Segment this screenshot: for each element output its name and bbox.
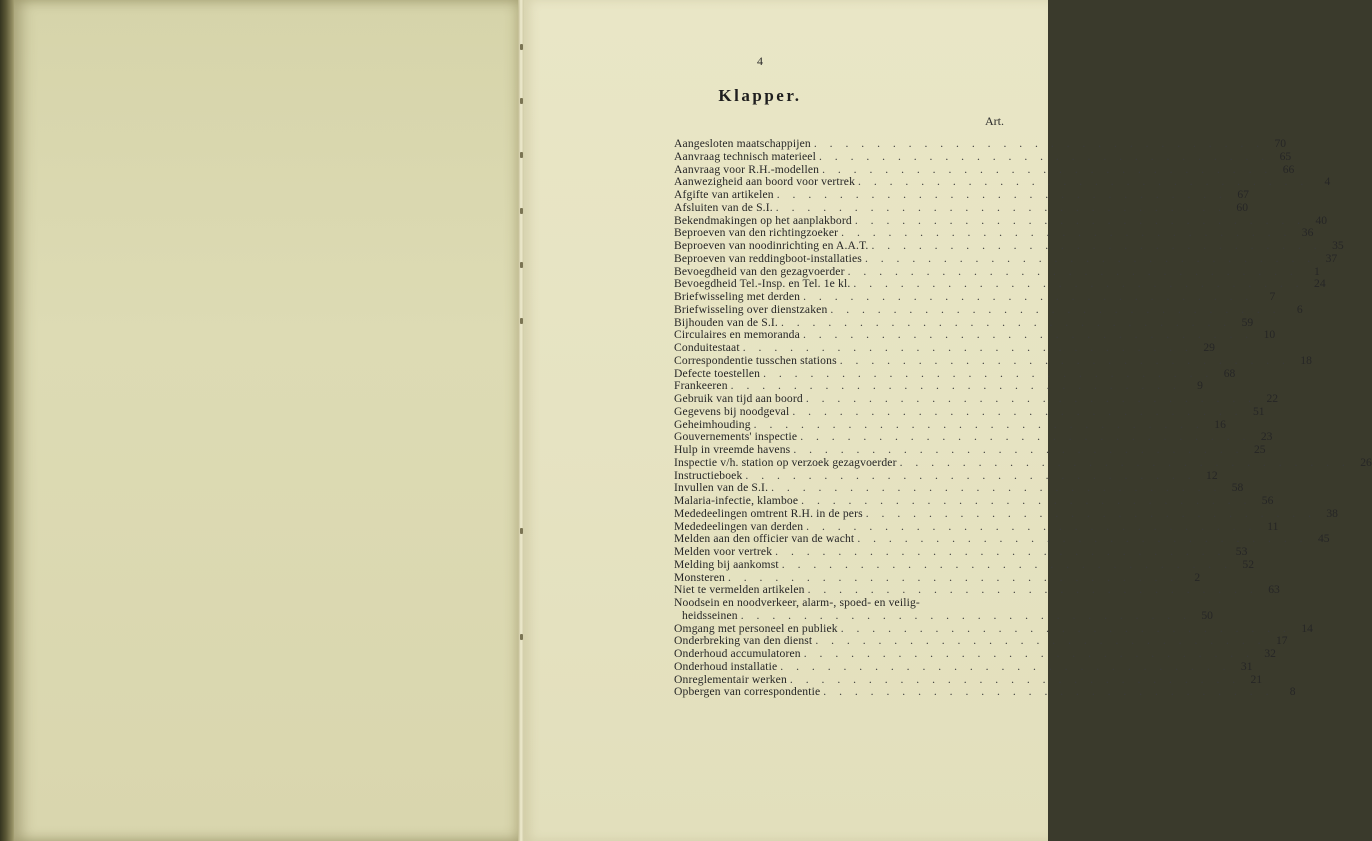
entry-article: 32	[1264, 647, 1276, 660]
dot-leader: . . . . . . . . . . . . . . . . . . . . . . . . . . . . .	[871, 239, 1322, 252]
index-list	[674, 137, 1372, 699]
entry-term: Beproeven van den richtingzoeker	[674, 226, 839, 240]
index-entry	[674, 557, 1254, 572]
index-entry	[674, 239, 1344, 253]
entry-term: Hulp in vreemde havens	[674, 443, 791, 456]
index-entry	[674, 443, 1266, 457]
entry-article: 35	[1332, 239, 1344, 252]
entry-term: Correspondentie tusschen stations	[674, 353, 837, 367]
dot-leader: . . . . . . . . . . . . . . . . . . . . . . . . . . . . .	[841, 226, 1292, 240]
entry-term: Inspectie v/h. station op verzoek gezagvoerder	[674, 455, 897, 469]
entry-article: 52	[1242, 557, 1254, 571]
dot-leader: . . . . . . . . . . . . . . . . . . . . . . . . . . . . .	[740, 608, 1191, 622]
entry-article: 31	[1240, 659, 1253, 673]
entry-term: Bekendmakingen op het aanplakbord	[674, 213, 852, 227]
entry-article: 37	[1325, 251, 1338, 265]
entry-article: 51	[1252, 404, 1265, 418]
entry-article: 11	[1267, 519, 1279, 533]
binding-stitch	[520, 152, 523, 158]
dot-leader: . . . . . . . . . . . . . . . . . . . . . . . . . . . . .	[823, 685, 1274, 699]
entry-term: Malaria-infectie, klamboe	[674, 494, 799, 507]
entry-term: Defecte toestellen	[674, 366, 761, 380]
dot-leader: . . . . . . . . . . . . . . . . . . . . . . . . . . . . .	[730, 379, 1181, 393]
dot-leader: . . . . . . . . . . . . . . . . . . . . . . . . . . . . .	[899, 455, 1350, 469]
dot-leader: . . . . . . . . . . . . . . . . . . . . . . . . . . . . .	[853, 277, 1304, 291]
entry-article: 2	[1194, 570, 1201, 584]
index-entry	[674, 353, 1312, 368]
index-entry	[674, 392, 1279, 406]
dot-leader: . . . . . . . . . . . . . . . . . . . . . . . . . . . . .	[807, 583, 1258, 597]
entry-article: 4	[1324, 175, 1331, 189]
entry-term: Geheimhouding	[674, 417, 751, 431]
dot-leader: . . . . . . . . . . . . . . . . . . . . . . . . . . . . .	[780, 315, 1232, 329]
dot-leader: . . . . . . . . . . . . . . . . . . . . . . . . . . . . .	[839, 353, 1290, 367]
index-entry	[674, 597, 1004, 610]
dot-leader: . . . . . . . . . . . . . . . . . . . . . . . . . . . . .	[864, 251, 1316, 265]
index-entry-continuation	[674, 608, 1213, 623]
binding-stitch	[520, 318, 523, 324]
entry-article: 70	[1274, 137, 1287, 150]
entry-article: 18	[1300, 353, 1312, 367]
index-entry	[674, 137, 1287, 151]
entry-term: Mededeelingen van derden	[674, 519, 804, 533]
entry-article: 68	[1223, 366, 1236, 380]
entry-term: Bevoegdheid Tel.-Insp. en Tel. 1e kl.	[674, 277, 851, 291]
dot-leader: . . . . . . . . . . . . . . . . . . . . . . . . . . . . .	[793, 443, 1244, 456]
dot-leader: . . . . . . . . . . . . . . . . . . . . . . . . . . . . .	[780, 659, 1231, 673]
index-entry	[674, 149, 1292, 164]
entry-term: Instructieboek	[674, 468, 743, 482]
entry-article: 60	[1236, 200, 1249, 214]
entry-term: Melden voor vertrek	[674, 545, 773, 558]
dot-leader: . . . . . . . . . . . . . . . . . . . . . . . . . . . . .	[727, 570, 1179, 584]
entry-term: Onreglementair werken	[674, 672, 787, 686]
entry-term: Beproeven van noodinrichting en A.A.T.	[674, 239, 869, 252]
entry-article: 1	[1314, 264, 1320, 278]
entry-term: Melding bij aankomst	[674, 557, 779, 571]
entry-term: Niet te vermelden artikelen	[674, 583, 805, 597]
entry-article: 56	[1261, 494, 1274, 507]
entry-article: 25	[1253, 443, 1266, 456]
entry-term: Gegevens bij noodgeval	[674, 404, 790, 418]
entry-article: 24	[1314, 277, 1326, 291]
dot-leader: . . . . . . . . . . . . . . . . . . . . . . . . . . . . .	[803, 647, 1254, 660]
dot-leader: . . . . . . . . . . . . . . . . . . . . . . . . . . . . .	[800, 430, 1251, 444]
index-entry	[674, 685, 1296, 699]
entry-article: 10	[1263, 328, 1276, 342]
dot-leader: . . . . . . . . . . . . . . . . . . . . . . . . . . . . .	[858, 175, 1309, 189]
entry-article: 12	[1206, 468, 1218, 482]
dot-leader: . . . . . . . . . . . . . . . . . . . . . . . . . . . . .	[789, 672, 1241, 686]
entry-article: 29	[1203, 341, 1215, 354]
dot-leader: . . . . . . . . . . . . . . . . . . . . . . . . . . . . .	[775, 200, 1227, 214]
entry-term: Melden aan den officier van de wacht	[674, 532, 855, 546]
index-entry	[674, 200, 1249, 215]
entry-term: Afgifte van artikelen	[674, 188, 774, 201]
entry-article: 45	[1317, 532, 1330, 546]
entry-term: Aanwezigheid aan boord voor vertrek	[674, 175, 856, 189]
index-entry	[674, 251, 1338, 266]
entry-term: Onderbreking van den dienst	[674, 634, 813, 648]
dot-leader: . . . . . . . . . . . . . . . . . . . . . . . . . . . . .	[802, 328, 1254, 342]
entry-term: Bevoegdheid van den gezagvoerder	[674, 264, 845, 278]
entry-term: Mededeelingen omtrent R.H. in de pers	[674, 506, 863, 520]
entry-term: Frankeeren	[674, 379, 728, 393]
dot-leader: . . . . . . . . . . . . . . . . . . . . . . . . . . . . .	[818, 149, 1270, 163]
dot-leader: . . . . . . . . . . . . . . . . . . . . . . . . . . . . .	[763, 366, 1214, 380]
entry-term: Monsteren	[674, 570, 725, 584]
entry-term: Bijhouden van de S.I.	[674, 315, 778, 329]
entry-article: 26	[1360, 455, 1372, 469]
entry-article: 21	[1250, 672, 1263, 686]
dot-leader: . . . . . . . . . . . . . . . . . . . . . . . . . . . . .	[805, 392, 1257, 405]
dot-leader: . . . . . . . . . . . . . . . . . . . . . . . . . . . . .	[781, 557, 1232, 571]
dot-leader: . . . . . . . . . . . . . . . . . . . . . . . . . . . . .	[776, 188, 1227, 201]
page-title: Klapper.	[718, 86, 802, 105]
binding-stitch	[520, 44, 523, 50]
binding-stitch	[520, 634, 523, 640]
entry-term: Onderhoud installatie	[674, 659, 778, 673]
index-entry	[674, 455, 1372, 470]
dot-leader: . . . . . . . . . . . . . . . . . . . . . . . . . . . . .	[801, 494, 1252, 507]
binding-stitch	[520, 528, 523, 534]
entry-term: Gouvernements' inspectie	[674, 430, 798, 444]
entry-article: 59	[1241, 315, 1254, 329]
entry-article: 23	[1260, 430, 1273, 444]
entry-term: Aanvraag voor R.H.-modellen	[674, 162, 820, 176]
dot-leader: . . . . . . . . . . . . . . . . . . . . . . . . . . . . .	[775, 545, 1226, 558]
index-entry	[674, 659, 1253, 674]
entry-term: Invullen van de S.I.	[674, 481, 769, 495]
entry-article: 6	[1296, 302, 1303, 316]
dot-leader: . . . . . . . . . . . . . . . . . . . . . . . . . . . . .	[813, 137, 1265, 150]
index-entry	[674, 341, 1215, 355]
entry-article: 8	[1289, 685, 1296, 699]
entry-article: 17	[1275, 634, 1288, 648]
entry-term: Circulaires en memoranda	[674, 328, 800, 342]
dot-leader: . . . . . . . . . . . . . . . . . . . . . . . . . . . . .	[806, 519, 1257, 533]
dot-leader: . . . . . . . . . . . . . . . . . . . . . . . . . . . . .	[753, 417, 1204, 431]
entry-term: Aanvraag technisch materieel	[674, 149, 816, 163]
dot-leader: . . . . . . . . . . . . . . . . . . . . . . . . . . . . .	[771, 481, 1222, 495]
entry-term: Noodsein en noodverkeer, alarm-, spoed- en veilig-	[674, 596, 920, 609]
entry-term: Conduitestaat	[674, 341, 740, 354]
index-entry	[674, 545, 1248, 559]
entry-term: Beproeven van reddingboot-installaties	[674, 251, 862, 265]
dot-leader: . . . . . . . . . . . . . . . . . . . . . . . . . . . . .	[745, 468, 1196, 482]
dot-leader: . . . . . . . . . . . . . . . . . . . . . . . . . . . . .	[857, 532, 1308, 546]
entry-article: 63	[1268, 583, 1280, 597]
entry-article: 14	[1301, 621, 1313, 635]
entry-article: 16	[1214, 417, 1226, 431]
index-entry	[674, 302, 1303, 317]
entry-article: 67	[1237, 188, 1249, 201]
entry-article: 66	[1282, 162, 1295, 176]
index-entry	[674, 404, 1265, 419]
index-entry	[674, 188, 1249, 202]
entry-article: 38	[1326, 506, 1338, 520]
index-entry	[674, 506, 1338, 521]
entry-article: 9	[1197, 379, 1203, 393]
index-entry	[674, 494, 1274, 508]
dot-leader: . . . . . . . . . . . . . . . . . . . . . . . . . . . . .	[803, 290, 1254, 303]
entry-article: 65	[1279, 149, 1292, 163]
binding-stitch	[520, 262, 523, 268]
page-number: 4	[757, 54, 763, 68]
index-entry	[674, 647, 1276, 661]
dot-leader: . . . . . . . . . . . . . . . . . . . . . . . . . . . . .	[847, 264, 1298, 278]
entry-term: Briefwisseling met derden	[674, 290, 801, 303]
entry-term: Opbergen van correspondentie	[674, 685, 821, 699]
entry-article: 7	[1269, 290, 1276, 303]
binding-stitch	[520, 208, 523, 214]
dot-leader: . . . . . . . . . . . . . . . . . . . . . . . . . . . . .	[822, 162, 1273, 176]
entry-article: 40	[1315, 213, 1328, 227]
dot-leader: . . . . . . . . . . . . . . . . . . . . . . . . . . . . .	[830, 302, 1281, 316]
entry-article: 36	[1301, 226, 1314, 240]
right-page	[524, 0, 1372, 841]
entry-term: Aangesloten maatschappijen	[674, 137, 811, 150]
dot-leader: . . . . . . . . . . . . . . . . . . . . . . . . . . . . .	[865, 506, 1316, 520]
entry-article: 50	[1201, 608, 1213, 622]
entry-article: 58	[1231, 481, 1244, 495]
entry-term: Briefwisseling over dienstzaken	[674, 302, 828, 316]
dot-leader: . . . . . . . . . . . . . . . . . . . . . . . . . . . . .	[792, 404, 1243, 418]
entry-term: heidsseinen	[682, 608, 738, 622]
left-page-blank	[14, 0, 520, 841]
entry-term: Gebruik van tijd aan boord	[674, 392, 803, 405]
entry-term: Afsluiten van de S.I.	[674, 200, 773, 214]
dot-leader: . . . . . . . . . . . . . . . . . . . . . . . . . . . . .	[854, 213, 1306, 227]
index-entry	[674, 290, 1276, 304]
article-column-header: Art.	[985, 114, 1004, 128]
entry-article: 22	[1266, 392, 1279, 405]
entry-article: 53	[1235, 545, 1248, 558]
entry-term: Onderhoud accumulatoren	[674, 647, 801, 660]
dot-leader: . . . . . . . . . . . . . . . . . . . . . . . . . . . . .	[840, 621, 1291, 635]
dot-leader: . . . . . . . . . . . . . . . . . . . . . . . . . . . . .	[742, 341, 1193, 354]
entry-term: Omgang met personeel en publiek	[674, 621, 838, 635]
dot-leader: . . . . . . . . . . . . . . . . . . . . . . . . . . . . .	[815, 634, 1266, 648]
